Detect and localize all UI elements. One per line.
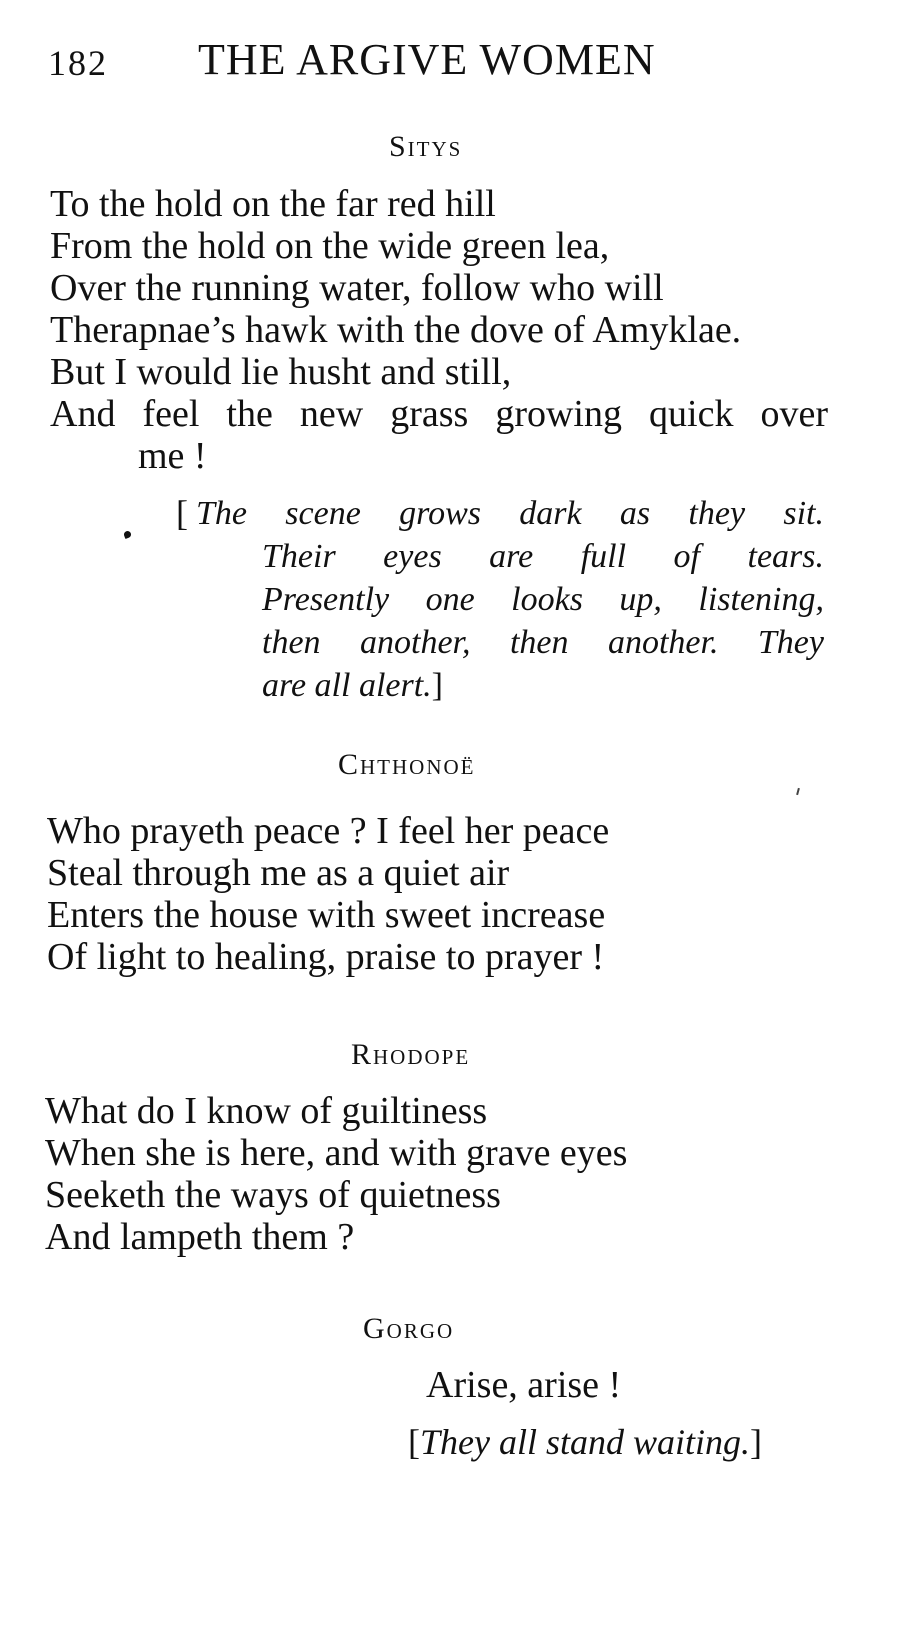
verse-line: When she is here, and with grave eyes	[45, 1132, 628, 1174]
stage-direction-line: are all alert.	[262, 667, 432, 704]
stage-direction-line-last	[262, 664, 824, 707]
verse-line: And feel the new grass growing quick over	[50, 393, 828, 435]
stage-direction-line: The scene grows dark as they sit.	[196, 495, 824, 532]
speaker-name: Rhodope	[351, 1038, 471, 1071]
stage-direction-text: They all stand waiting.	[420, 1422, 751, 1462]
stage-direction	[196, 492, 824, 535]
stage-direction-line: Their eyes are full of tears.	[262, 538, 824, 575]
verse-line: me !	[138, 435, 207, 477]
speaker-name: Sitys	[389, 130, 463, 163]
ink-speck	[796, 788, 800, 795]
stage-direction-line: Presently one looks up, listening,	[262, 581, 824, 618]
verse-stanza	[426, 1364, 826, 1406]
ink-speck	[123, 530, 132, 539]
verse-line: Steal through me as a quiet air	[47, 852, 510, 894]
verse-line: What do I know of guiltiness	[45, 1090, 488, 1132]
stage-direction	[408, 1421, 762, 1463]
stage-direction-close-bracket: ]	[431, 667, 443, 704]
verse-line: Over the running water, follow who will	[50, 267, 664, 309]
stage-direction-continued	[262, 535, 824, 707]
page-number: 182	[48, 43, 108, 83]
verse-line: And lampeth them ?	[45, 1216, 355, 1258]
stage-direction-close-bracket: ]	[750, 1422, 763, 1462]
speaker-name: Chthonoë	[338, 748, 476, 781]
verse-line: From the hold on the wide green lea,	[50, 225, 610, 267]
verse-line: But I would lie husht and still,	[50, 351, 512, 393]
verse-line: Arise, arise !	[426, 1364, 622, 1406]
running-title: THE ARGIVE WOMEN	[198, 35, 656, 84]
stage-direction-open-bracket: [	[176, 493, 188, 533]
verse-line: Who prayeth peace ? I feel her peace	[47, 810, 610, 852]
verse-stanza	[50, 183, 828, 477]
verse-stanza	[45, 1090, 805, 1258]
speaker-name: Gorgo	[363, 1312, 455, 1345]
running-head	[48, 34, 748, 90]
verse-line: To the hold on the far red hill	[50, 183, 496, 225]
verse-line: Enters the house with sweet increase	[47, 894, 606, 936]
verse-line: Therapnae’s hawk with the dove of Amyklae.	[50, 309, 742, 351]
stage-direction-open-bracket: [	[408, 1422, 420, 1462]
verse-stanza	[47, 810, 807, 978]
stage-direction-line: then another, then another. They	[262, 624, 824, 661]
verse-line: Seeketh the ways of quietness	[45, 1174, 501, 1216]
verse-line: Of light to healing, praise to prayer !	[47, 936, 605, 978]
